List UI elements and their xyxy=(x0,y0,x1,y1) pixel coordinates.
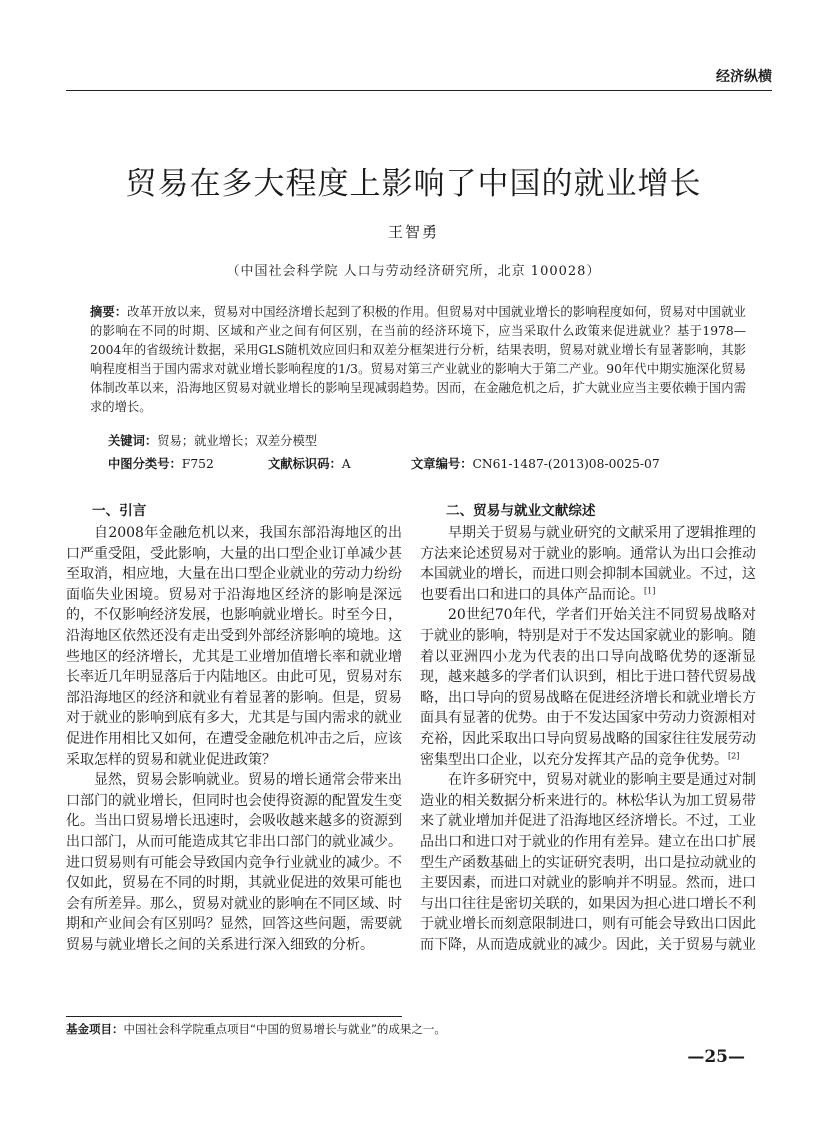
article-title: 贸易在多大程度上影响了中国的就业增长 xyxy=(125,166,702,202)
body-paragraph: 自2008年金融危机以来，我国东部沿海地区的出口严重受阻，受此影响，大量的出口型企业订单减少甚至取消，相应地，大量在出口型企业就业的劳动力纷纷面临失业困境。贸易对于沿海地区经济的影响是深远的，不仅影响经济发展，也影响就业增长。时至今日，沿海地区依然还没有走出受到外部经济影响的境地。这些地区的经济增长，尤其是工业增加值增长率和就业增长率近几年明显落后于内陆地区。由此可见，贸易对东部沿海地区的经济和就业有着显著的影响。但是，贸易对于就业的影响到底有多大，尤其是与国内需求的就业促进作用相比又如何，在遭受金融危机冲击之后，应该采取怎样的贸易和就业促进政策？ xyxy=(66,525,402,768)
keywords xyxy=(108,432,317,451)
keywords-text: 贸易；就业增长；双差分模型 xyxy=(157,434,318,448)
document-code xyxy=(268,454,411,472)
articleno-label: 文章编号： xyxy=(411,457,473,471)
body-paragraph: 显然，贸易会影响就业。贸易的增长通常会带来出口部门的就业增长，但同时也会使得资源的配置发生变化。当出口贸易增长迅速时，会吸收越来越多的资源到出口部门，从而可能造成其它非出口部门的就业减少。进口贸易则有可能会导致国内竞争行业就业的减少。不仅如此，贸易在不同的时期，其就业促进的效果可能也会有所差异。那么，贸易对就业的影响在不同区域、时期和产业间会有区别吗？显然，回答这些问题，需要就贸易与就业增长之间的关系进行深入细致的分析。 xyxy=(66,772,402,953)
abstract-text: 改革开放以来，贸易对中国经济增长起到了积极的作用。但贸易对中国就业增长的影响程度如何，贸易对中国就业的影响在不同的时期、区域和产业之间有何区别，在当前的经济环境下，应当采取什么政策来促进就业？基于1978—2004年的省级统计数据，采用GLS随机效应回归和双差分框架进行分析，结果表明，贸易对就业增长有显著影响，其影响程度相当于国内需求对就业增长影响程度的1/3。贸易对第三产业就业的影响大于第二产业。90年代中期实施深化贸易体制改革以来，沿海地区贸易对就业增长的影响呈现减弱趋势。因而，在金融危机之后，扩大就业应当主要依赖于国内需求的增长。 xyxy=(90,305,746,414)
body-paragraph xyxy=(420,605,756,770)
author-affiliation: （中国社会科学院 人口与劳动经济研究所，北京 100028） xyxy=(226,264,601,279)
section-heading-introduction: 一、引言 xyxy=(92,503,147,519)
clc-code xyxy=(108,454,268,472)
article-number xyxy=(411,454,748,472)
clc-label: 中图分类号： xyxy=(108,457,182,471)
funding-footnote xyxy=(66,1021,766,1037)
body-paragraph xyxy=(420,523,756,605)
abstract xyxy=(90,303,746,417)
article-author: 王智勇 xyxy=(387,223,439,241)
citation-ref: [1] xyxy=(644,586,656,596)
left-column xyxy=(66,502,402,955)
paragraph-text: 20世纪70年代，学者们开始关注不同贸易战略对于就业的影响，特别是对于不发达国家就业的影响。随着以亚洲四小龙为代表的出口导向战略优势的逐渐显现，越来越多的学者们认识到，相比于进口替代贸易战略，出口导向的贸易战略在促进经济增长和就业增长方面具有显著的优势。由于不发达国家中劳动力资源相对充裕，因此采取出口导向贸易战略的国家往往发展劳动密集型出口企业，以充分发挥其产品的竞争优势。 xyxy=(420,607,756,768)
doccode-value: A xyxy=(341,457,351,471)
body-paragraph: 在许多研究中，贸易对就业的影响主要是通过对制造业的相关数据分析来进行的。林松华认为加工贸易带来了就业增加并促进了沿海地区经济增长。不过，工业品出口和进口对于就业的作用有差异。建立在出口扩展型生产函数基础上的实证研究表明，出口是拉动就业的主要因素，而进口对就业的影响并不明显。然而，进口与出口往往是密切关联的，如果因为担心进口增长不利于就业增长而刻意限制进口，则有可能会导致出口因此而下降，从而造成就业的减少。因此，关于贸易与就业 xyxy=(420,772,756,953)
paragraph-text: 早期关于贸易与就业研究的文献采用了逻辑推理的方法来论述贸易对于就业的影响。通常认为出口会推动本国就业的增长，而进口则会抑制本国就业。不过，这也要看出口和进口的具体产品而论。 xyxy=(420,525,756,603)
section-heading-literature-review: 二、贸易与就业文献综述 xyxy=(446,503,596,519)
header-rule xyxy=(66,90,772,91)
journal-section-header: 经济纵横 xyxy=(716,69,772,85)
citation-ref: [2] xyxy=(728,750,740,760)
footnote-rule xyxy=(66,1016,402,1017)
footnote-label: 基金项目： xyxy=(66,1022,124,1036)
abstract-label: 摘要： xyxy=(90,305,128,319)
keywords-label: 关键词： xyxy=(108,434,158,448)
article-meta xyxy=(108,454,748,472)
doccode-label: 文献标识码： xyxy=(268,457,342,471)
footnote-text: 中国社会科学院重点项目“中国的贸易增长与就业”的成果之一。 xyxy=(123,1022,446,1036)
clc-value: F752 xyxy=(181,457,214,471)
page-number: —25— xyxy=(687,1047,745,1067)
articleno-value: CN61-1487-(2013)08-0025-07 xyxy=(472,457,660,471)
right-column xyxy=(420,502,756,955)
